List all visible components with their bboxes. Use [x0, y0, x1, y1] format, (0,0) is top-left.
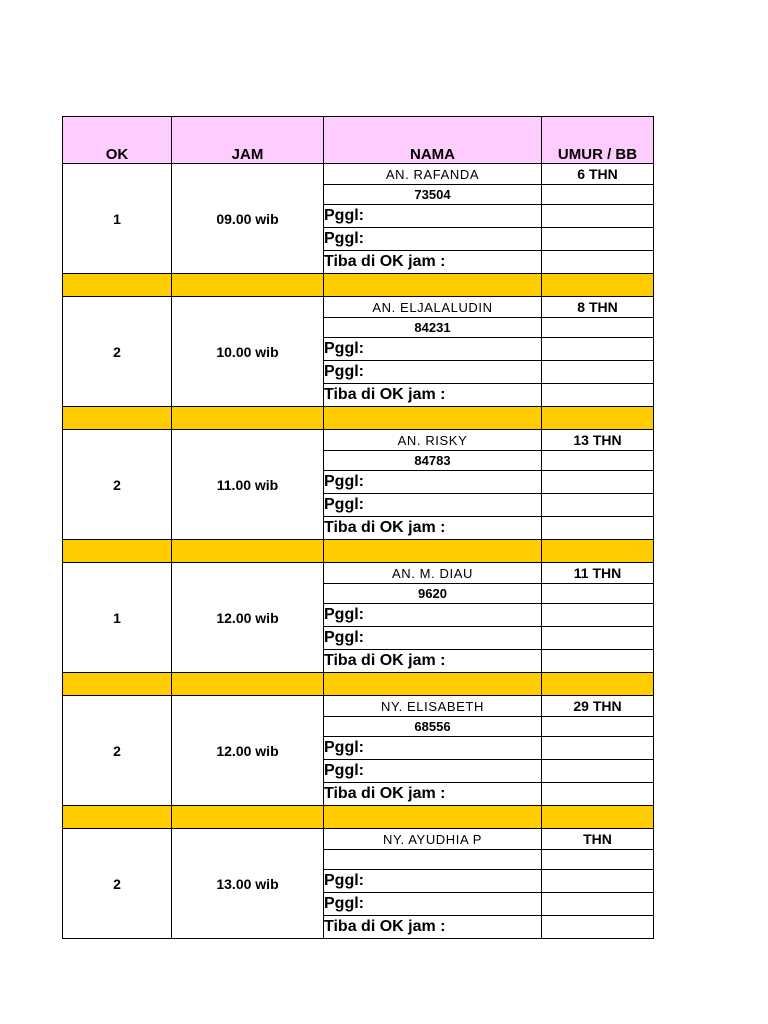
separator-cell [63, 540, 172, 563]
separator-cell [324, 407, 542, 430]
pggl-label: Pggl: [324, 604, 542, 627]
separator-row [63, 407, 654, 430]
blank-cell [542, 584, 654, 604]
patient-name: NY. ELISABETH [324, 696, 542, 717]
patient-age: THN [542, 829, 654, 850]
blank-cell [542, 185, 654, 205]
blank-cell [542, 850, 654, 870]
ok-number: 2 [63, 829, 172, 939]
separator-cell [172, 673, 324, 696]
blank-cell [542, 916, 654, 939]
blank-cell [542, 494, 654, 517]
blank-cell [542, 205, 654, 228]
separator-cell [324, 540, 542, 563]
pggl-label: Pggl: [324, 870, 542, 893]
entry-name-row [63, 297, 654, 318]
ok-number: 1 [63, 164, 172, 274]
separator-cell [324, 806, 542, 829]
entry-name-row [63, 164, 654, 185]
separator-cell [542, 673, 654, 696]
ok-number: 2 [63, 430, 172, 540]
blank-cell [542, 251, 654, 274]
blank-cell [542, 517, 654, 540]
blank-cell [542, 338, 654, 361]
schedule-time: 11.00 wib [172, 430, 324, 540]
blank-cell [542, 870, 654, 893]
pggl-label: Pggl: [324, 737, 542, 760]
medical-record-number: 84783 [324, 451, 542, 471]
separator-cell [324, 673, 542, 696]
pggl-label: Pggl: [324, 893, 542, 916]
pggl-label: Pggl: [324, 228, 542, 251]
separator-cell [542, 806, 654, 829]
patient-age: 11 THN [542, 563, 654, 584]
entry-name-row [63, 430, 654, 451]
medical-record-number [324, 850, 542, 870]
separator-cell [63, 407, 172, 430]
blank-cell [542, 737, 654, 760]
blank-cell [542, 451, 654, 471]
header-row [63, 117, 654, 164]
blank-cell [542, 471, 654, 494]
separator-row [63, 274, 654, 297]
separator-cell [172, 806, 324, 829]
blank-cell [542, 893, 654, 916]
separator-cell [324, 274, 542, 297]
patient-name: AN. RAFANDA [324, 164, 542, 185]
schedule-time: 12.00 wib [172, 696, 324, 806]
entry-name-row [63, 696, 654, 717]
separator-cell [542, 540, 654, 563]
header-umur-bb: UMUR / BB [542, 117, 654, 164]
blank-cell [542, 228, 654, 251]
entry-name-row [63, 829, 654, 850]
blank-cell [542, 604, 654, 627]
blank-cell [542, 361, 654, 384]
patient-age: 29 THN [542, 696, 654, 717]
blank-cell [542, 717, 654, 737]
header-ok: OK [63, 117, 172, 164]
blank-cell [542, 783, 654, 806]
pggl-label: Pggl: [324, 338, 542, 361]
separator-cell [542, 407, 654, 430]
patient-name: AN. M. DIAU [324, 563, 542, 584]
medical-record-number: 84231 [324, 318, 542, 338]
blank-cell [542, 760, 654, 783]
separator-row [63, 540, 654, 563]
patient-name: AN. ELJALALUDIN [324, 297, 542, 318]
separator-cell [63, 673, 172, 696]
separator-row [63, 806, 654, 829]
entry-name-row [63, 563, 654, 584]
schedule-body [63, 164, 654, 939]
medical-record-number: 9620 [324, 584, 542, 604]
pggl-label: Pggl: [324, 494, 542, 517]
patient-age: 13 THN [542, 430, 654, 451]
separator-cell [542, 274, 654, 297]
schedule-time: 09.00 wib [172, 164, 324, 274]
arrival-label: Tiba di OK jam : [324, 517, 542, 540]
ok-number: 2 [63, 696, 172, 806]
arrival-label: Tiba di OK jam : [324, 783, 542, 806]
arrival-label: Tiba di OK jam : [324, 251, 542, 274]
separator-cell [172, 540, 324, 563]
pggl-label: Pggl: [324, 760, 542, 783]
surgery-schedule-table [62, 116, 654, 939]
separator-cell [63, 806, 172, 829]
patient-age: 6 THN [542, 164, 654, 185]
arrival-label: Tiba di OK jam : [324, 384, 542, 407]
schedule-time: 13.00 wib [172, 829, 324, 939]
separator-cell [63, 274, 172, 297]
patient-age: 8 THN [542, 297, 654, 318]
ok-number: 1 [63, 563, 172, 673]
header-jam: JAM [172, 117, 324, 164]
arrival-label: Tiba di OK jam : [324, 650, 542, 673]
schedule-time: 12.00 wib [172, 563, 324, 673]
medical-record-number: 73504 [324, 185, 542, 205]
patient-name: AN. RISKY [324, 430, 542, 451]
header-nama: NAMA [324, 117, 542, 164]
blank-cell [542, 384, 654, 407]
pggl-label: Pggl: [324, 361, 542, 384]
separator-row [63, 673, 654, 696]
schedule-time: 10.00 wib [172, 297, 324, 407]
pggl-label: Pggl: [324, 627, 542, 650]
pggl-label: Pggl: [324, 471, 542, 494]
separator-cell [172, 407, 324, 430]
blank-cell [542, 650, 654, 673]
patient-name: NY. AYUDHIA P [324, 829, 542, 850]
arrival-label: Tiba di OK jam : [324, 916, 542, 939]
blank-cell [542, 627, 654, 650]
pggl-label: Pggl: [324, 205, 542, 228]
medical-record-number: 68556 [324, 717, 542, 737]
blank-cell [542, 318, 654, 338]
ok-number: 2 [63, 297, 172, 407]
separator-cell [172, 274, 324, 297]
